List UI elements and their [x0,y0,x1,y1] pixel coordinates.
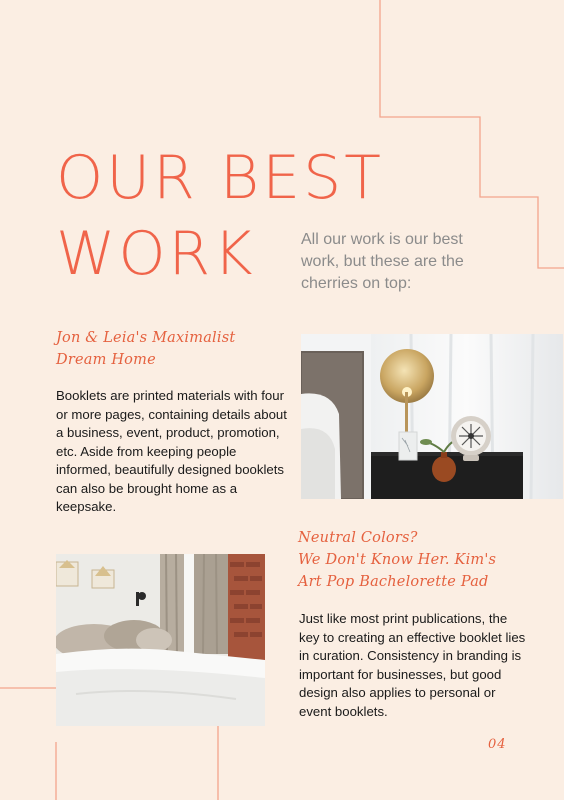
project-one-heading-line-2: Dream Home [56,352,156,368]
title-line-1: OUR BEST [56,143,384,213]
intro-text: All our work is our best work, but these are the cherries on top: [301,231,464,292]
project-two-heading [298,527,548,593]
project-one-heading [56,327,286,371]
project-two-body: Just like most print publications, the key to creating an effective booklet lies in curation. Consistency in branding is important for businesses, but good design also applies to personal or event booklets. [299,611,526,719]
project-one-body: Booklets are printed materials with four or more pages, containing details about a business, event, product, promotion, etc. Aside from keeping people informed, beautifully designed booklets can also be brought home as a keepsake. [56,388,287,514]
bedside-lamp-photo [301,334,563,499]
project-one-heading-line-1: Jon & Leia's Maximalist [56,330,236,346]
white-bedroom-photo [56,554,265,726]
page-number: 04 [488,737,507,752]
project-two-heading-line-2: We Don't Know Her. Kim's [298,552,497,568]
title-line-2: WORK [56,219,256,289]
project-two-heading-line-1: Neutral Colors? [298,530,418,546]
project-two-heading-line-3: Art Pop Bachelorette Pad [298,574,489,590]
